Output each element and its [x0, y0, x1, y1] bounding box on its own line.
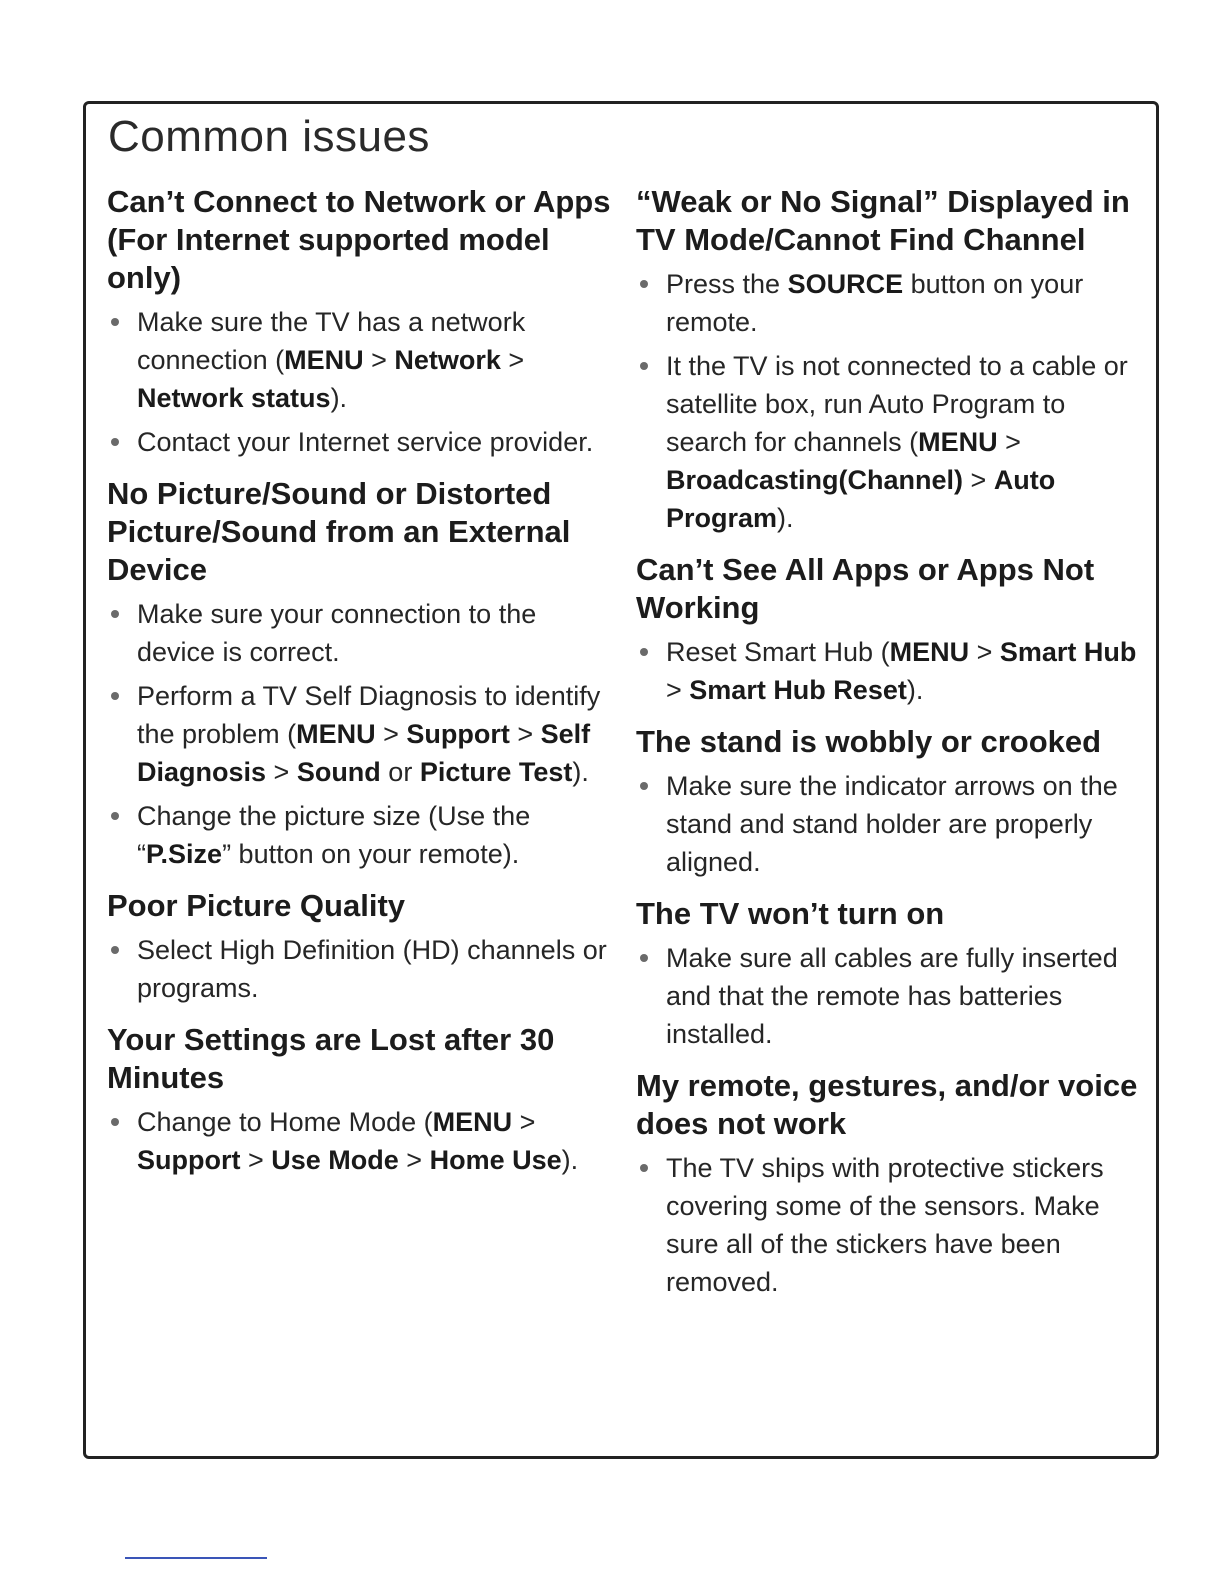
menu-keyword: Use Mode [271, 1145, 399, 1175]
list-item: Change the picture size (Use the “P.Size” button on your remote). [107, 797, 612, 873]
list-item: It the TV is not connected to a cable or satellite box, run Auto Program to search for channels (MENU > Broadcasting(Channel) > Auto Program). [636, 347, 1141, 537]
list-item: Make sure the indicator arrows on the stand and stand holder are properly aligned. [636, 767, 1141, 881]
section-power-on [636, 895, 1141, 1053]
menu-keyword: Support [137, 1145, 241, 1175]
section-no-picture [107, 475, 612, 873]
menu-keyword: MENU [918, 427, 998, 457]
bullet-list [107, 303, 612, 461]
menu-keyword: MENU [296, 719, 376, 749]
bullet-list [636, 265, 1141, 537]
section-title: My remote, gestures, and/or voice does not work [636, 1068, 1138, 1141]
section-title: Poor Picture Quality [107, 888, 406, 923]
bullet-icon [640, 362, 648, 370]
right-column [636, 183, 1141, 1307]
list-item: Make sure the TV has a network connection (MENU > Network > Network status). [107, 303, 612, 417]
menu-keyword: MENU [284, 345, 364, 375]
footer-divider [125, 1557, 267, 1559]
list-item: Reset Smart Hub (MENU > Smart Hub > Smart Hub Reset). [636, 633, 1141, 709]
list-item: Select High Definition (HD) channels or programs. [107, 931, 612, 1007]
menu-keyword: Auto Program [666, 465, 1056, 533]
menu-keyword: Smart Hub [999, 637, 1137, 667]
list-item: Make sure all cables are fully inserted and that the remote has batteries installed. [636, 939, 1141, 1053]
menu-keyword: Smart Hub Reset [689, 675, 907, 705]
bullet-list [636, 767, 1141, 881]
menu-keyword: P.Size [146, 839, 223, 869]
left-column [107, 183, 612, 1185]
section-title: The stand is wobbly or crooked [636, 724, 1102, 759]
bullet-list [107, 595, 612, 873]
bullet-icon [640, 954, 648, 962]
section-title: Your Settings are Lost after 30 Minutes [107, 1022, 555, 1095]
bullet-icon [111, 1118, 119, 1126]
menu-keyword: Home Use [429, 1145, 562, 1175]
menu-keyword: MENU [432, 1107, 513, 1137]
bullet-icon [111, 318, 119, 326]
list-item: Perform a TV Self Diagnosis to identify the problem (MENU > Support > Self Diagnosis > Sound or Picture Test). [107, 677, 612, 791]
menu-keyword: Broadcasting(Channel) [666, 465, 964, 495]
bullet-list [107, 1103, 612, 1179]
button-keyword: SOURCE [787, 269, 904, 299]
section-apps [636, 551, 1141, 709]
bullet-icon [640, 648, 648, 656]
menu-keyword: Self Diagnosis [137, 719, 591, 787]
bullet-list [636, 939, 1141, 1053]
menu-keyword: Network status [137, 383, 331, 413]
section-title: “Weak or No Signal” Displayed in TV Mode/Cannot Find Channel [636, 184, 1130, 257]
list-item: Change to Home Mode (MENU > Support > Use Mode > Home Use). [107, 1103, 612, 1179]
list-item: Contact your Internet service provider. [107, 423, 612, 461]
section-stand [636, 723, 1141, 881]
menu-keyword: Picture Test [419, 757, 573, 787]
page-title: Common issues [108, 112, 430, 161]
section-title: No Picture/Sound or Distorted Picture/Sound from an External Device [107, 476, 571, 587]
section-network [107, 183, 612, 461]
menu-keyword: Sound [296, 757, 381, 787]
menu-keyword: Network [394, 345, 501, 375]
bullet-icon [111, 946, 119, 954]
section-poor-picture [107, 887, 612, 1007]
section-settings-lost [107, 1021, 612, 1179]
bullet-icon [640, 280, 648, 288]
list-item: Make sure your connection to the device is correct. [107, 595, 612, 671]
bullet-icon [111, 692, 119, 700]
section-title: Can’t Connect to Network or Apps (For Internet supported model only) [107, 184, 611, 295]
menu-keyword: MENU [889, 637, 970, 667]
bullet-list [636, 633, 1141, 709]
bullet-icon [111, 812, 119, 820]
section-title: Can’t See All Apps or Apps Not Working [636, 552, 1095, 625]
section-remote [636, 1067, 1141, 1301]
section-weak-signal [636, 183, 1141, 537]
bullet-icon [111, 438, 119, 446]
list-item: The TV ships with protective stickers covering some of the sensors. Make sure all of the stickers have been removed. [636, 1149, 1141, 1301]
section-title: The TV won’t turn on [636, 896, 945, 931]
bullet-icon [111, 610, 119, 618]
bullet-list [107, 931, 612, 1007]
bullet-list [636, 1149, 1141, 1301]
bullet-icon [640, 1164, 648, 1172]
menu-keyword: Support [406, 719, 510, 749]
list-item: Press the SOURCE button on your remote. [636, 265, 1141, 341]
bullet-icon [640, 782, 648, 790]
